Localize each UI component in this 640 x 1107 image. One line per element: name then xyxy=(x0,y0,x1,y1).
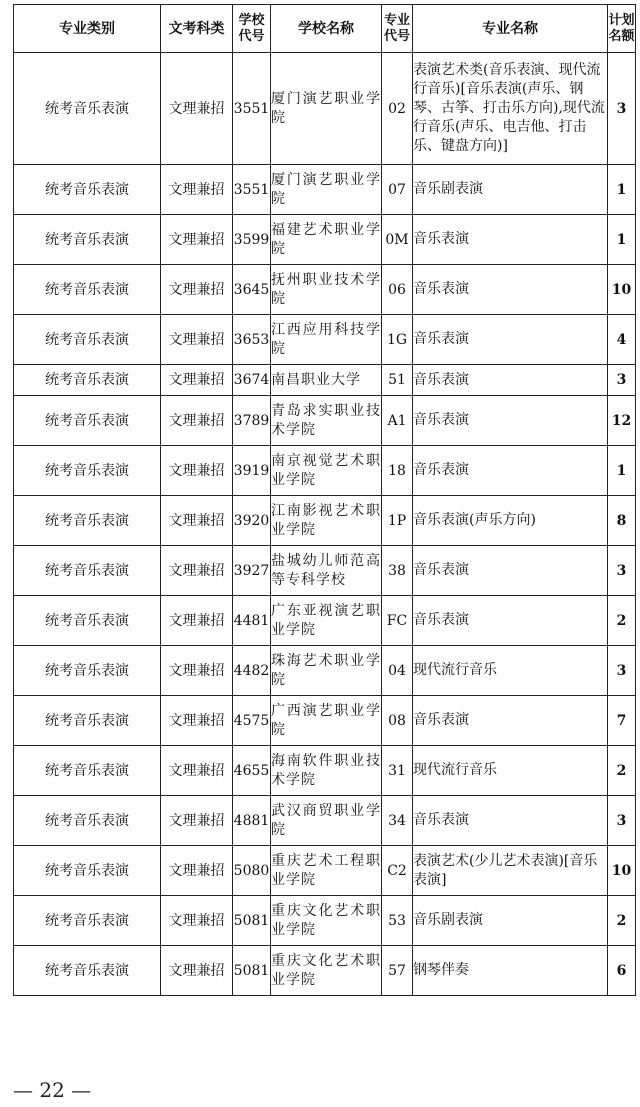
cell-subject: 文理兼招 xyxy=(161,646,233,696)
cell-major-name: 音乐表演 xyxy=(413,446,608,496)
table-row xyxy=(14,165,636,215)
cell-major-code: 1G xyxy=(382,315,413,365)
cell-category: 统考音乐表演 xyxy=(14,696,161,746)
cell-school-code: 3551 xyxy=(233,53,271,165)
header-school-name: 学校名称 xyxy=(271,5,382,53)
header-category: 专业类别 xyxy=(14,5,161,53)
header-quota: 计划名额 xyxy=(608,5,636,53)
cell-school-code: 3789 xyxy=(233,396,271,446)
cell-school-code: 3674 xyxy=(233,365,271,396)
cell-major-name: 音乐剧表演 xyxy=(413,165,608,215)
header-subject: 文考科类 xyxy=(161,5,233,53)
table-row xyxy=(14,446,636,496)
cell-school-code: 5081 xyxy=(233,946,271,996)
cell-quota: 2 xyxy=(608,746,636,796)
table-row xyxy=(14,365,636,396)
table-row xyxy=(14,315,636,365)
cell-school-code: 4655 xyxy=(233,746,271,796)
cell-subject: 文理兼招 xyxy=(161,896,233,946)
cell-subject: 文理兼招 xyxy=(161,265,233,315)
cell-major-code: 06 xyxy=(382,265,413,315)
cell-quota: 10 xyxy=(608,265,636,315)
cell-category: 统考音乐表演 xyxy=(14,396,161,446)
cell-subject: 文理兼招 xyxy=(161,946,233,996)
cell-major-name: 音乐表演 xyxy=(413,396,608,446)
cell-major-code: 0M xyxy=(382,215,413,265)
cell-school-code: 3927 xyxy=(233,546,271,596)
cell-major-name: 现代流行音乐 xyxy=(413,646,608,696)
table-row xyxy=(14,796,636,846)
cell-major-name: 现代流行音乐 xyxy=(413,746,608,796)
cell-school-name: 广东亚视演艺职业学院 xyxy=(271,596,382,646)
cell-major-code: 53 xyxy=(382,896,413,946)
cell-major-name: 音乐表演 xyxy=(413,596,608,646)
header-school-code: 学校代号 xyxy=(233,5,271,53)
cell-category: 统考音乐表演 xyxy=(14,165,161,215)
cell-category: 统考音乐表演 xyxy=(14,746,161,796)
cell-school-name: 厦门演艺职业学院 xyxy=(271,165,382,215)
cell-category: 统考音乐表演 xyxy=(14,265,161,315)
cell-major-code: 02 xyxy=(382,53,413,165)
cell-school-code: 3551 xyxy=(233,165,271,215)
table-row xyxy=(14,746,636,796)
cell-school-name: 南昌职业大学 xyxy=(271,365,382,396)
table-row xyxy=(14,696,636,746)
cell-major-name: 音乐表演 xyxy=(413,696,608,746)
cell-subject: 文理兼招 xyxy=(161,746,233,796)
cell-quota: 1 xyxy=(608,446,636,496)
cell-school-name: 厦门演艺职业学院 xyxy=(271,53,382,165)
table-row xyxy=(14,846,636,896)
cell-subject: 文理兼招 xyxy=(161,315,233,365)
cell-quota: 3 xyxy=(608,365,636,396)
cell-major-name: 表演艺术类(音乐表演、现代流行音乐)[音乐表演(声乐、钢琴、古筝、打击乐方向),现代流行音乐(声乐、电吉他、打击乐、键盘方向)] xyxy=(413,53,608,165)
cell-school-name: 海南软件职业技术学院 xyxy=(271,746,382,796)
cell-major-code: 31 xyxy=(382,746,413,796)
cell-major-name: 音乐表演 xyxy=(413,546,608,596)
cell-major-code: 57 xyxy=(382,946,413,996)
cell-subject: 文理兼招 xyxy=(161,165,233,215)
cell-school-name: 福建艺术职业学院 xyxy=(271,215,382,265)
cell-major-name: 表演艺术(少儿艺术表演)[音乐表演] xyxy=(413,846,608,896)
cell-subject: 文理兼招 xyxy=(161,215,233,265)
cell-major-name: 钢琴伴奏 xyxy=(413,946,608,996)
cell-category: 统考音乐表演 xyxy=(14,646,161,696)
cell-major-code: 18 xyxy=(382,446,413,496)
cell-major-code: 51 xyxy=(382,365,413,396)
cell-school-code: 3599 xyxy=(233,215,271,265)
cell-quota: 1 xyxy=(608,165,636,215)
cell-major-name: 音乐表演 xyxy=(413,796,608,846)
cell-school-name: 南京视觉艺术职业学院 xyxy=(271,446,382,496)
cell-category: 统考音乐表演 xyxy=(14,315,161,365)
cell-quota: 12 xyxy=(608,396,636,446)
cell-school-name: 重庆文化艺术职业学院 xyxy=(271,896,382,946)
cell-school-name: 重庆文化艺术职业学院 xyxy=(271,946,382,996)
cell-category: 统考音乐表演 xyxy=(14,896,161,946)
cell-quota: 7 xyxy=(608,696,636,746)
cell-school-code: 5080 xyxy=(233,846,271,896)
cell-major-name: 音乐表演 xyxy=(413,315,608,365)
cell-quota: 3 xyxy=(608,53,636,165)
page-number: — 22 — xyxy=(13,1078,92,1102)
cell-major-code: 1P xyxy=(382,496,413,546)
cell-subject: 文理兼招 xyxy=(161,496,233,546)
cell-major-code: 04 xyxy=(382,646,413,696)
cell-quota: 2 xyxy=(608,596,636,646)
table-row xyxy=(14,896,636,946)
cell-quota: 3 xyxy=(608,546,636,596)
table-row xyxy=(14,53,636,165)
table-body xyxy=(14,53,636,996)
cell-category: 统考音乐表演 xyxy=(14,796,161,846)
table-header-row xyxy=(14,5,636,53)
cell-school-name: 重庆艺术工程职业学院 xyxy=(271,846,382,896)
cell-category: 统考音乐表演 xyxy=(14,546,161,596)
cell-school-code: 4482 xyxy=(233,646,271,696)
cell-major-name: 音乐表演 xyxy=(413,215,608,265)
cell-school-name: 珠海艺术职业学院 xyxy=(271,646,382,696)
cell-major-code: FC xyxy=(382,596,413,646)
cell-school-name: 抚州职业技术学院 xyxy=(271,265,382,315)
cell-school-code: 3920 xyxy=(233,496,271,546)
table-row xyxy=(14,215,636,265)
cell-school-code: 3919 xyxy=(233,446,271,496)
cell-major-name: 音乐表演 xyxy=(413,365,608,396)
cell-major-code: C2 xyxy=(382,846,413,896)
cell-quota: 3 xyxy=(608,646,636,696)
cell-major-code: A1 xyxy=(382,396,413,446)
cell-subject: 文理兼招 xyxy=(161,596,233,646)
cell-subject: 文理兼招 xyxy=(161,696,233,746)
table-row xyxy=(14,496,636,546)
cell-quota: 10 xyxy=(608,846,636,896)
cell-school-name: 盐城幼儿师范高等专科学校 xyxy=(271,546,382,596)
cell-major-code: 08 xyxy=(382,696,413,746)
cell-subject: 文理兼招 xyxy=(161,396,233,446)
cell-school-name: 武汉商贸职业学院 xyxy=(271,796,382,846)
cell-school-code: 4881 xyxy=(233,796,271,846)
table-row xyxy=(14,646,636,696)
cell-subject: 文理兼招 xyxy=(161,446,233,496)
table-row xyxy=(14,946,636,996)
cell-category: 统考音乐表演 xyxy=(14,496,161,546)
cell-quota: 3 xyxy=(608,796,636,846)
cell-major-code: 38 xyxy=(382,546,413,596)
cell-school-code: 4481 xyxy=(233,596,271,646)
cell-school-name: 江西应用科技学院 xyxy=(271,315,382,365)
cell-quota: 8 xyxy=(608,496,636,546)
table-row xyxy=(14,546,636,596)
cell-category: 统考音乐表演 xyxy=(14,215,161,265)
cell-subject: 文理兼招 xyxy=(161,846,233,896)
cell-school-name: 青岛求实职业技术学院 xyxy=(271,396,382,446)
header-major-code: 专业代号 xyxy=(382,5,413,53)
cell-major-code: 34 xyxy=(382,796,413,846)
cell-subject: 文理兼招 xyxy=(161,796,233,846)
cell-category: 统考音乐表演 xyxy=(14,846,161,896)
cell-subject: 文理兼招 xyxy=(161,365,233,396)
enrollment-plan-table xyxy=(13,4,636,996)
cell-school-name: 广西演艺职业学院 xyxy=(271,696,382,746)
table-row xyxy=(14,396,636,446)
cell-school-code: 5081 xyxy=(233,896,271,946)
cell-school-code: 3645 xyxy=(233,265,271,315)
cell-quota: 4 xyxy=(608,315,636,365)
table-row xyxy=(14,265,636,315)
cell-quota: 1 xyxy=(608,215,636,265)
cell-category: 统考音乐表演 xyxy=(14,446,161,496)
cell-major-code: 07 xyxy=(382,165,413,215)
cell-school-code: 4575 xyxy=(233,696,271,746)
header-major-name: 专业名称 xyxy=(413,5,608,53)
cell-category: 统考音乐表演 xyxy=(14,946,161,996)
cell-school-code: 3653 xyxy=(233,315,271,365)
cell-category: 统考音乐表演 xyxy=(14,596,161,646)
cell-category: 统考音乐表演 xyxy=(14,365,161,396)
cell-school-name: 江南影视艺术职业学院 xyxy=(271,496,382,546)
cell-major-name: 音乐表演 xyxy=(413,265,608,315)
cell-major-name: 音乐表演(声乐方向) xyxy=(413,496,608,546)
cell-major-name: 音乐剧表演 xyxy=(413,896,608,946)
cell-category: 统考音乐表演 xyxy=(14,53,161,165)
cell-quota: 6 xyxy=(608,946,636,996)
table-row xyxy=(14,596,636,646)
cell-subject: 文理兼招 xyxy=(161,53,233,165)
cell-quota: 2 xyxy=(608,896,636,946)
cell-subject: 文理兼招 xyxy=(161,546,233,596)
